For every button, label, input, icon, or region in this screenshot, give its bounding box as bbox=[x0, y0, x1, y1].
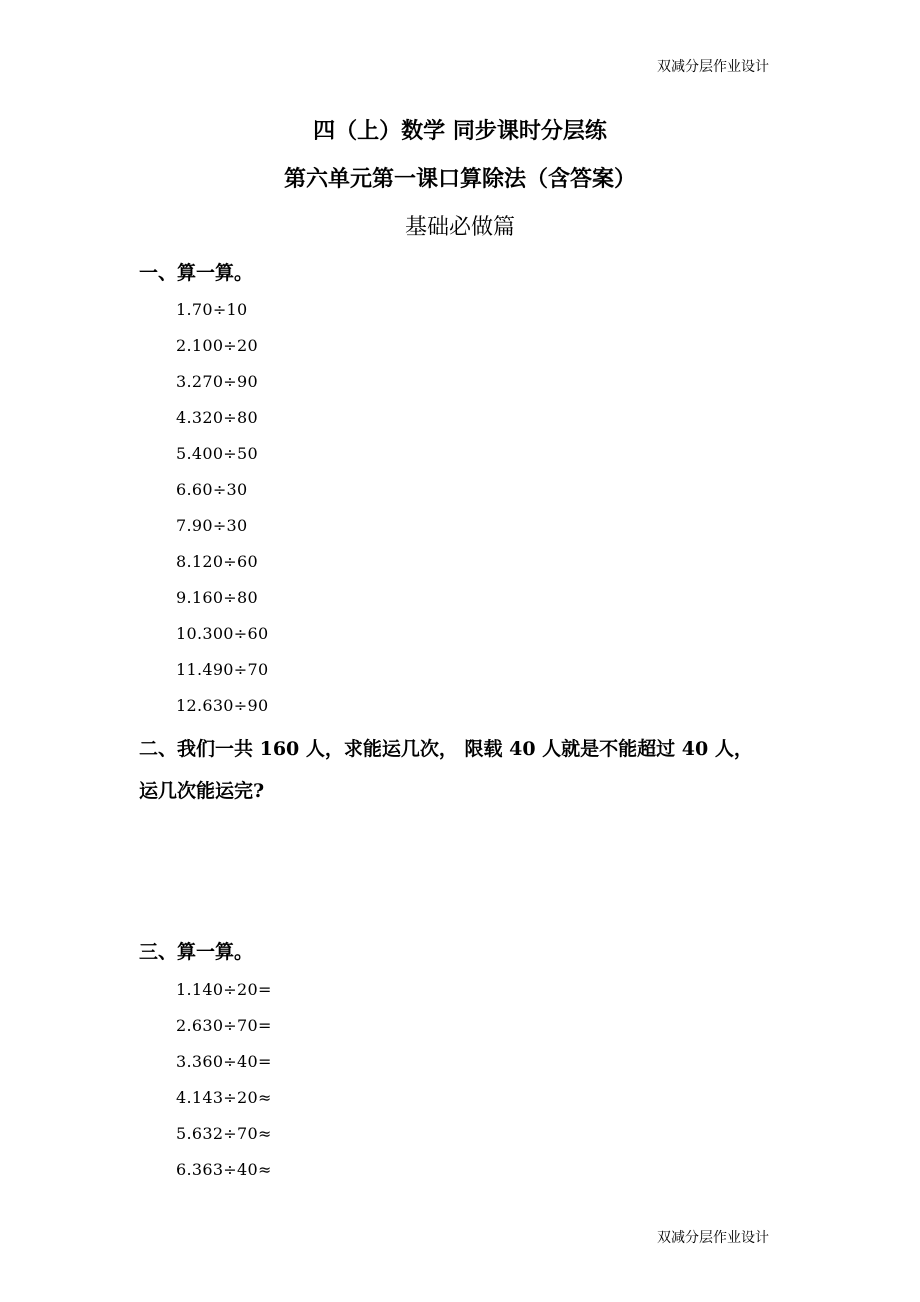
word-problem-line1: 二、我们一共 160 人，求能运几次， 限载 40 人就是不能超过 40 人， bbox=[139, 738, 753, 760]
exercise-item: 6.60÷30 bbox=[176, 480, 248, 499]
section-level-title: 基础必做篇 bbox=[404, 215, 515, 240]
exercise-item: 12.630÷90 bbox=[176, 696, 269, 715]
page-header: 双减分层作业设计 bbox=[657, 59, 769, 75]
section3-heading: 三、算一算。 bbox=[139, 941, 254, 963]
exercise-item: 5.400÷50 bbox=[176, 444, 258, 463]
exercise-item: 4.320÷80 bbox=[176, 408, 258, 427]
exercise-item: 7.90÷30 bbox=[176, 516, 248, 535]
exercise-item: 4.143÷20≈ bbox=[176, 1088, 272, 1107]
exercise-item: 5.632÷70≈ bbox=[176, 1124, 272, 1143]
document-subtitle: 第六单元第一课口算除法（含答案） bbox=[283, 166, 636, 192]
page-footer: 双减分层作业设计 bbox=[657, 1230, 769, 1246]
exercise-item: 10.300÷60 bbox=[176, 624, 269, 643]
exercise-item: 1.70÷10 bbox=[176, 300, 248, 319]
document-title: 四（上）数学 同步课时分层练 bbox=[313, 118, 607, 144]
exercise-item: 2.100÷20 bbox=[176, 336, 258, 355]
exercise-item: 11.490÷70 bbox=[176, 660, 269, 679]
exercise-item: 9.160÷80 bbox=[176, 588, 258, 607]
exercise-item: 3.270÷90 bbox=[176, 372, 258, 391]
exercise-item: 1.140÷20= bbox=[176, 980, 272, 999]
exercise-item: 6.363÷40≈ bbox=[176, 1160, 272, 1179]
section1-heading: 一、算一算。 bbox=[139, 262, 254, 284]
exercise-item: 3.360÷40= bbox=[176, 1052, 272, 1071]
exercise-item: 8.120÷60 bbox=[176, 552, 258, 571]
exercise-item: 2.630÷70= bbox=[176, 1016, 272, 1035]
word-problem-line2: 运几次能运完? bbox=[139, 780, 265, 802]
